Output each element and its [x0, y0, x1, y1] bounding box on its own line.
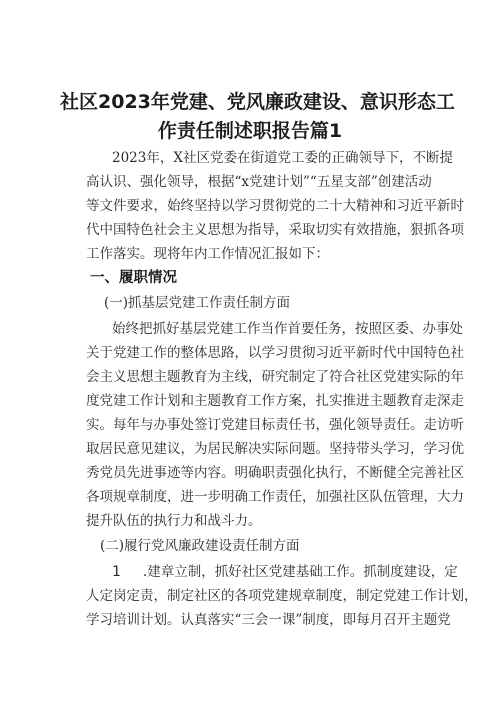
intro-line-1: 2023年，X社区党委在街道党工委的正确领导下，不断提: [112, 150, 453, 166]
item-1-first-line: [112, 562, 458, 582]
sub1-line-9: 提升队伍的执行力和战斗力。: [86, 513, 262, 529]
sub1-line-1: 始终把抓好基层党建工作当作首要任务，按照区委、办事处: [112, 321, 463, 337]
sub1-line-7: 秀党员先进事迹等内容。明确职责强化执行，不断健全完善社区: [86, 465, 464, 481]
sub1-line-3: 会主义思想主题教育为主线，研究制定了符合社区党建实际的年: [86, 369, 464, 385]
sub1-line-5: 实。每年与办事处签订党建目标责任书，强化领导责任。走访听: [86, 417, 464, 433]
sub1-line-2: 关于党建工作的整体思路，以学习贯彻习近平新时代中国特色社: [86, 345, 464, 361]
intro-line-2: 高认识、强化领导，根据“x党建计划”“五星支部”创建活动: [86, 174, 432, 190]
intro-line-3: 等文件要求，始终坚持以学习贯彻党的二十大精神和习近平新时: [86, 198, 464, 214]
sub1-line-6: 取居民意见建议，为居民解决实际问题。坚持带头学习，学习优: [86, 441, 464, 457]
subsection-heading-2: (二)履行党风廉政建设责任制方面: [100, 538, 300, 554]
item-1-line-3: 学习培训计划。认真落实“三会一课”制度，即每月召开主题党: [86, 612, 451, 628]
sub1-line-8: 各项规章制度，进一步明确工作责任，加强社区队伍管理，大力: [86, 489, 464, 505]
item-1-line-2: 人定岗定责，制定社区的各项党建规章制度，制定党建工作计划，: [86, 588, 478, 604]
item-1-text: .建章立制，抓好社区党建基础工作。抓制度建设，定: [142, 564, 458, 580]
section-heading-performance: 一、履职情况: [90, 270, 177, 286]
intro-line-5: 工作落实。现将年内工作情况汇报如下：: [86, 246, 329, 262]
intro-line-4: 代中国特色社会主义思想为指导，采取切实有效措施，狠抓各项: [86, 222, 464, 238]
subsection-heading-1: (一)抓基层党建工作责任制方面: [104, 295, 291, 311]
sub1-line-4: 度党建工作计划和主题教育工作方案，扎实推进主题教育走深走: [86, 393, 464, 409]
document-title-line-1: 社区2023年党建、党风廉政建设、意识形态工: [60, 91, 455, 113]
item-1-number: 1: [112, 564, 121, 580]
document-title-line-2: 作责任制述职报告篇1: [157, 120, 343, 142]
